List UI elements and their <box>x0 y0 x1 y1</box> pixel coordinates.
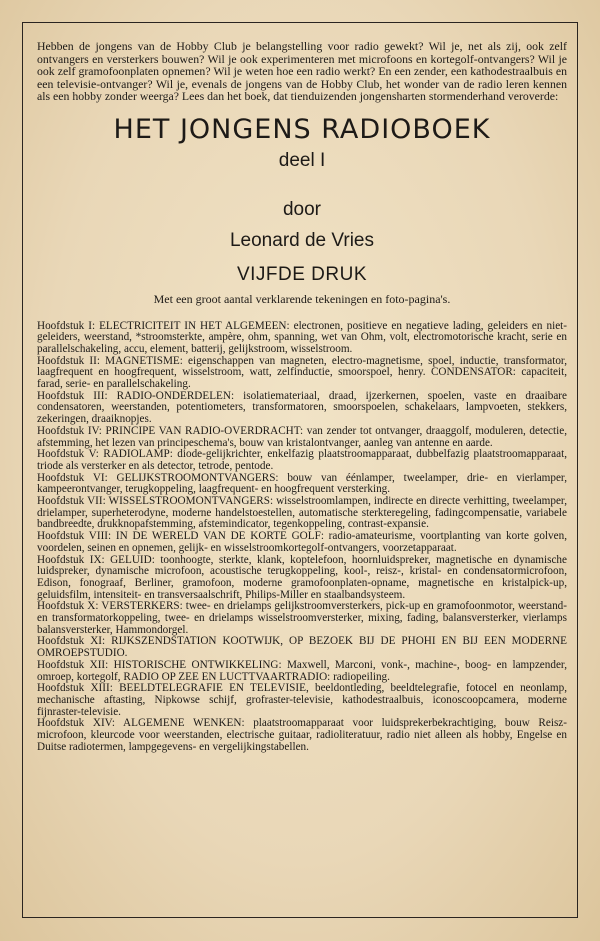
edition-label: VIJFDE DRUK <box>236 263 368 285</box>
intro-paragraph: Hebben de jongens van de Hobby Club je belangstelling voor radio gewekt? Wil je, net als zij, ook zelf ontvangers en versterkers bouwen? Wil je ook experimenteren met microfoons en kortegolf-ontvangers? Wil je ook zelf gramofoonplaten opnemen? Wil je weten hoe een radio werkt? En een zender, een kathodestraalbuis en een televisie-ontvanger? Wil je, evenals de jongens van de Hobby Club, het wonder van de radio leren kennen als een hobby zonder weerga? Lees dan het boek, dat tienduizenden jongensharten stormenderhand veroverde: <box>37 39 567 103</box>
chapter-item: Hoofdstuk V: RADIOLAMP: diode-gelijkrichter, enkelfazig plaatstroomapparaat, dubbelfazig plaatstroomapparaat, triode als versterker en als detector, tetrode, pentode. <box>37 448 567 472</box>
book-title: HET JONGENS RADIOBOEK <box>113 113 491 145</box>
chapter-item: Hoofdstuk XII: HISTORISCHE ONTWIKKELING: Maxwell, Marconi, vonk-, machine-, boog- en lampzender, omroep, kortegolf, RADIO OP ZEE EN LUCTTVAARTRADIO: radiopeiling. <box>37 658 567 683</box>
chapter-list <box>37 321 567 754</box>
chapter-item: Hoofdstuk X: VERSTERKERS: twee- en drielamps gelijkstroomversterkers, pick-up en gramofoonmotor, weerstand- en transformatorkoppeling, twee- en drielamps wisselstroomversterker, mixing, fading, balansversterker, vierlamps balansversterker, Hammondorgel. <box>37 600 567 636</box>
by-label: door <box>282 198 322 220</box>
chapter-item: Hoofdstuk III: RADIO-ONDERDELEN: isolatiemateriaal, draad, ijzerkernen, spoelen, vaste en draaibare condensatoren, weerstanden, potentiometers, transformatoren, smoorspoelen, schakelaars, lampvoeten, stekkers, zekeringen, draaiknopjes. <box>37 389 567 426</box>
chapter-item: Hoofdstuk VI: GELIJKSTROOMONTVANGERS: bouw van éénlamper, tweelamper, drie- en vierlamper, kampeerontvanger, terugkoppeling, laagfrequent- en hoogfrequent versterking. <box>37 471 567 496</box>
chapter-item: Hoofdstuk II: MAGNETISME: eigenschappen van magneten, electro-magnetisme, spoel, inductie, transformator, laagfrequent en hoogfrequent, wisselstroom, watt, zelfinductie, smoorspoel, henry. CONDENSATOR: capaciteit, farad, serie- en parallelschakeling. <box>37 354 567 391</box>
volume-label: deel I <box>278 149 326 171</box>
chapter-item: Hoofdstuk VII: WISSELSTROOMONTVANGERS: wisselstroomlampen, indirecte en directe verhitting, tweelamper, drielamper, superheterodyne, moderne handelstoestellen, automatische sterkteregeling, fadingcompensatie, variabele bandbreedte, drukknopafstemming, afstemindicator, tegenkoppeling, contrast-expansie. <box>37 495 567 531</box>
chapter-item: Hoofdstuk IX: GELUID: toonhoogte, sterkte, klank, koptelefoon, hoornluidspreker, magnetische en dynamische luidspreker, dynamische microfoon, acoustische terugkoppeling, kool-, reisz-, kristal- en condensatormicrofoon, Edison, fonograaf, Berliner, gramofoon, moderne gramofoonplaten-opname, magnetische en kristalpick-up, geluidsfilm, intensiteit- en transversaalschrift, Philips-Miller en staalbandsysteem. <box>37 553 567 601</box>
chapter-item: Hoofdstuk VIII: IN DE WERELD VAN DE KORTE GOLF: radio-amateurisme, voortplanting van korte golven, voordelen, seinen en opnemen, gelijk- en wisselstroomkortegolf-ontvangers, voorzetapparaat. <box>37 530 567 554</box>
chapter-item: Hoofdstuk XIII: BEELDTELEGRAFIE EN TELEVISIE, beeldontleding, beeldtelegrafie, fotocel en neonlamp, mechanische aftasting, Nipkowse schijf, grofraster-televisie, kathodestraalbuis, iconoscoopcamera, moderne fijnraster-televisie. <box>37 682 567 718</box>
content <box>37 40 567 754</box>
chapter-item: Hoofdstuk IV: PRINCIPE VAN RADIO-OVERDRACHT: van zender tot ontvanger, draaggolf, moduleren, detectie, afstemming, het lezen van principeschema's, bouw van kristalontvanger, aanleg van antenne en aarde. <box>37 424 567 449</box>
chapter-item: Hoofdstuk XIV: ALGEMENE WENKEN: plaatstroomapparaat voor luidsprekerbekrachtiging, bouw Reisz-microfoon, kleurcode voor weerstanden, electrische guitaar, radioliteratuur, radio niet alleen als hobby, Engelse en Duitse radiotermen, lampgegevens- en vergelijkingstabellen. <box>37 717 567 753</box>
chapter-item: Hoofdstuk XI: RIJKSZENDSTATION KOOTWIJK, OP BEZOEK BIJ DE PHOHI EN BIJ EEN MODERNE OMROEPSTUDIO. <box>37 635 567 660</box>
illustration-note: Met een groot aantal verklarende tekeningen en foto-pagina's. <box>153 291 451 306</box>
author-name: Leonard de Vries <box>229 229 374 251</box>
chapter-item: Hoofdstuk I: ELECTRICITEIT IN HET ALGEMEEN: electronen, positieve en negatieve lading, geleiders en niet-geleiders, weerstand, *stroomsterkte, ampère, ohm, spanning, wet van Ohm, volt, electromotorische kracht, serie en parallelschakeling, accu, element, batterij, gelijkstroom, wisselstroom. <box>37 319 567 355</box>
